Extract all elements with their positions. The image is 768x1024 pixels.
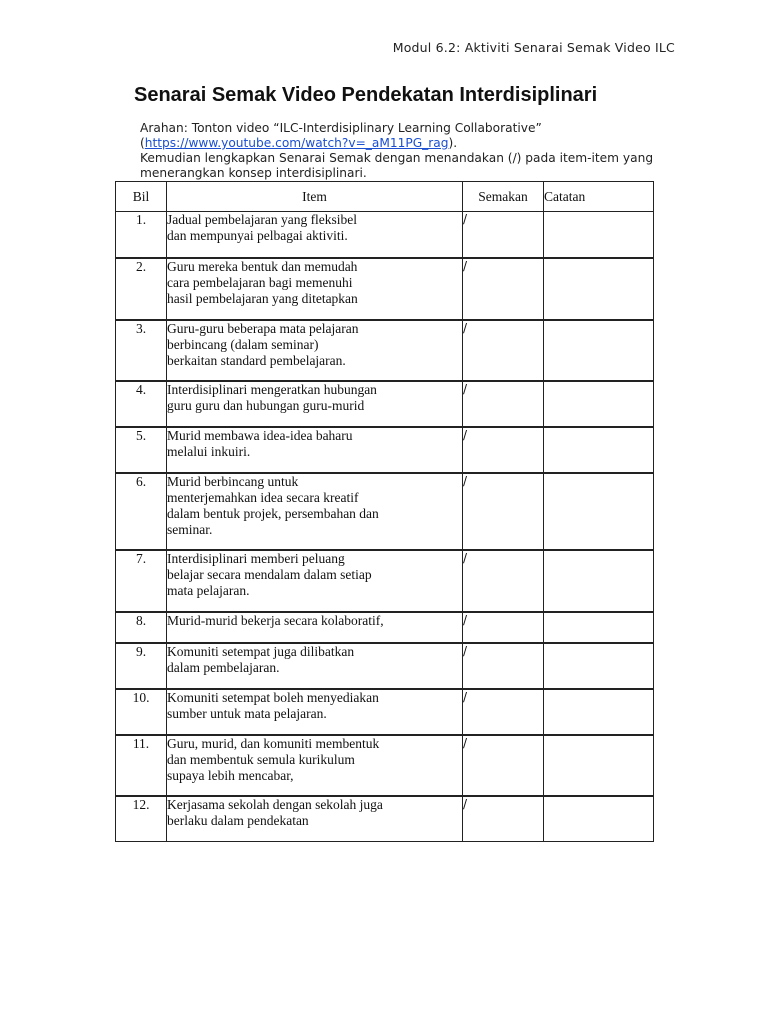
table-row [116,689,654,735]
item-text-line: Guru, murid, dan komuniti membentuk [167,735,380,751]
row-semakan-mark[interactable]: / [463,212,544,258]
row-item [167,212,463,258]
row-number: 1. [116,212,167,258]
row-semakan-mark[interactable]: / [463,689,544,735]
item-text-line: dan membentuk semula kurikulum [167,751,355,767]
instruction-line-4: menerangkan konsep interdisiplinari. [140,166,367,180]
table-row [116,212,654,258]
item-text-line: Kerjasama sekolah dengan sekolah juga [167,796,383,812]
row-item [167,320,463,381]
table-row [116,550,654,612]
table-row [116,320,654,381]
item-text-line: supaya lebih mencabar, [167,767,294,783]
row-semakan-mark[interactable]: / [463,796,544,842]
module-header: Modul 6.2: Aktiviti Senarai Semak Video ILC [392,40,675,55]
youtube-link[interactable]: https://www.youtube.com/watch?v=_aM11PG_rag [144,136,449,150]
row-number: 11. [116,735,167,796]
row-catatan[interactable] [544,258,654,320]
item-text-line: belajar secara mendalam dalam setiap [167,566,372,582]
item-text-line: berbincang (dalam seminar) [167,336,319,352]
row-semakan-mark[interactable]: / [463,643,544,689]
item-text-line: menterjemahkan idea secara kreatif [167,489,359,505]
row-semakan-mark[interactable]: / [463,427,544,473]
item-text-line: hasil pembelajaran yang ditetapkan [167,290,358,306]
table-row [116,258,654,320]
item-text-line: dalam bentuk projek, persembahan dan [167,505,379,521]
header-bil: Bil [116,182,167,212]
item-text-line: cara pembelajaran bagi memenuhi [167,274,353,290]
row-item [167,427,463,473]
row-catatan[interactable] [544,550,654,612]
row-catatan[interactable] [544,473,654,550]
header-catatan: Catatan [544,182,654,212]
instruction-line-1: Arahan: Tonton video “ILC-Interdisiplinary Learning Collaborative” [140,121,542,135]
row-catatan[interactable] [544,320,654,381]
row-item [167,550,463,612]
item-text-line: mata pelajaran. [167,582,250,598]
header-item: Item [167,182,463,212]
item-text-line: melalui inkuiri. [167,443,251,459]
item-text-line: Murid berbincang untuk [167,473,299,489]
row-semakan-mark[interactable]: / [463,381,544,427]
table-row [116,735,654,796]
item-text-line: sumber untuk mata pelajaran. [167,705,327,721]
instruction-line-3: Kemudian lengkapkan Senarai Semak dengan menandakan (/) pada item-item yang [140,151,654,165]
row-number: 2. [116,258,167,320]
row-catatan[interactable] [544,735,654,796]
open-paren: ( [140,136,145,150]
row-item [167,796,463,842]
row-catatan[interactable] [544,612,654,643]
instruction-link-line [140,136,700,152]
table-row [116,427,654,473]
row-semakan-mark[interactable]: / [463,735,544,796]
row-number: 12. [116,796,167,842]
row-item [167,689,463,735]
row-item [167,612,463,643]
row-item [167,381,463,427]
table-header-row [116,182,654,212]
item-text-line: berlaku dalam pendekatan [167,812,309,828]
table-row [116,612,654,643]
row-number: 8. [116,612,167,643]
item-text-line: dalam pembelajaran. [167,659,280,675]
table-row [116,381,654,427]
item-text-line: seminar. [167,522,213,538]
item-text-line: Murid membawa idea-idea baharu [167,427,353,443]
item-text-line: Komuniti setempat juga dilibatkan [167,643,355,659]
item-text-line: dan mempunyai pelbagai aktiviti. [167,228,348,244]
item-text-line: Interdisiplinari mengeratkan hubungan [167,381,377,397]
row-number: 6. [116,473,167,550]
item-text-line: Interdisiplinari memberi peluang [167,550,345,566]
row-semakan-mark[interactable]: / [463,320,544,381]
page-title: Senarai Semak Video Pendekatan Interdisiplinari [134,84,598,106]
row-semakan-mark[interactable]: / [463,473,544,550]
close-paren: ). [448,136,458,150]
item-text-line: Komuniti setempat boleh menyediakan [167,689,379,705]
row-catatan[interactable] [544,212,654,258]
item-text-line: Guru mereka bentuk dan memudah [167,258,358,274]
row-item [167,258,463,320]
row-item [167,643,463,689]
row-semakan-mark[interactable]: / [463,258,544,320]
row-catatan[interactable] [544,643,654,689]
item-text-line: Murid-murid bekerja secara kolaboratif, [167,612,384,628]
item-text-line: guru guru dan hubungan guru-murid [167,397,365,413]
item-text-line: Guru-guru beberapa mata pelajaran [167,320,359,336]
row-number: 4. [116,381,167,427]
row-catatan[interactable] [544,427,654,473]
header-semakan: Semakan [463,182,544,212]
table-row [116,796,654,842]
row-semakan-mark[interactable]: / [463,550,544,612]
item-text-line: Jadual pembelajaran yang fleksibel [167,212,358,227]
row-catatan[interactable] [544,689,654,735]
item-text-line: berkaitan standard pembelajaran. [167,352,346,368]
checklist-table [115,181,654,842]
row-item [167,735,463,796]
row-catatan[interactable] [544,381,654,427]
row-number: 7. [116,550,167,612]
row-number: 3. [116,320,167,381]
row-number: 10. [116,689,167,735]
row-item [167,473,463,550]
table-row [116,643,654,689]
table-row [116,473,654,550]
row-semakan-mark[interactable]: / [463,612,544,643]
row-catatan[interactable] [544,796,654,842]
row-number: 5. [116,427,167,473]
row-number: 9. [116,643,167,689]
